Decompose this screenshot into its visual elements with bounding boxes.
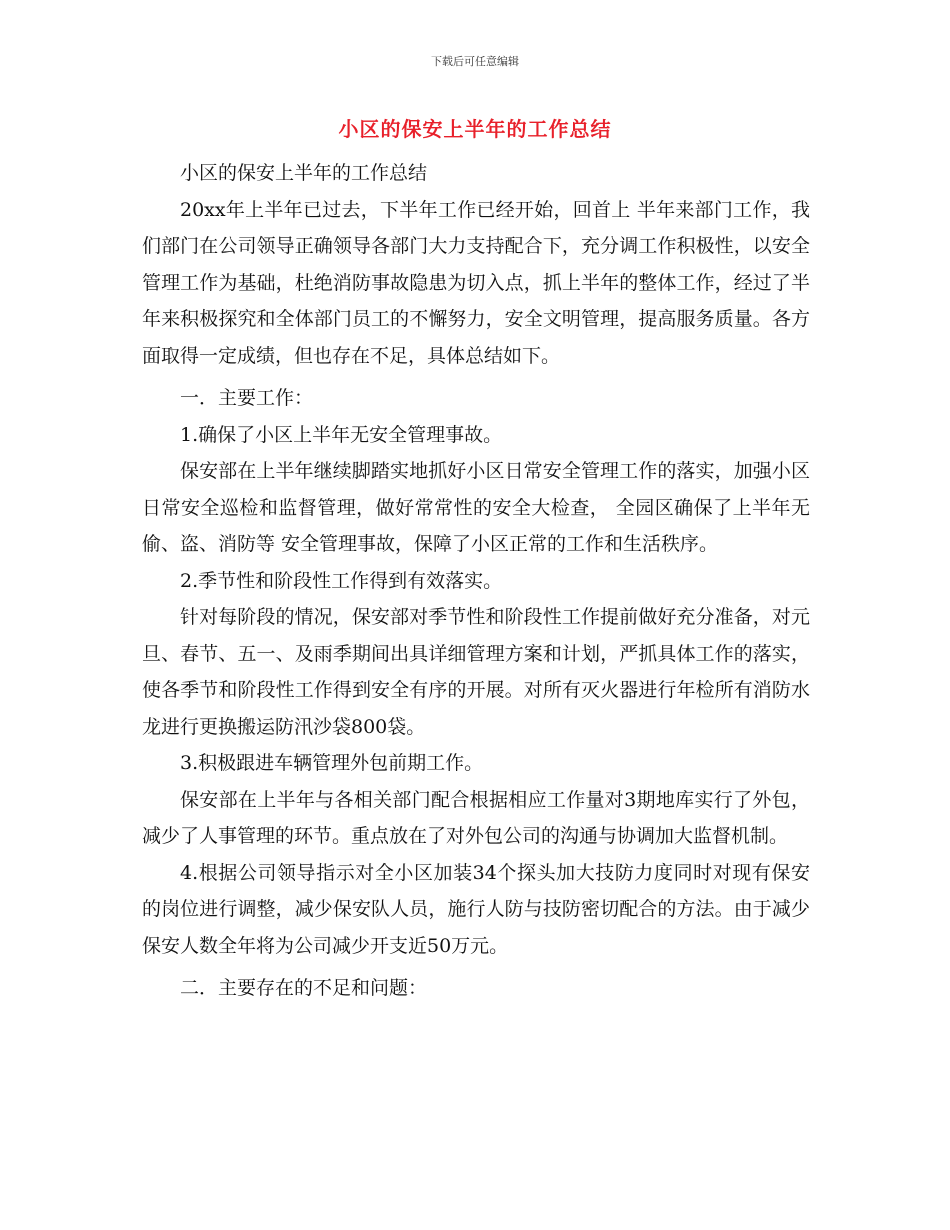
header-note: 下载后可任意编辑 [431,55,519,68]
paragraph-intro: 20xx年上半年已过去，下半年工作已经开始，回首上 半年来部门工作，我们部门在公司领导正确领导各部门大力支持配合下，充分调工作积极性，以安全管理工作为基础，杜绝消防事故隐患为切入点，抓上半年的整体工作，经过了半年来积极探究和全体部门员工的不懈努力，安全文明管理，提高服务质量。各方面取得一定成绩，但也存在不足，具体总结如下。 [142,198,810,367]
paragraph-subtitle: 小区的保安上半年的工作总结 [180,162,428,184]
item-heading-2: 2.季节性和阶段性工作得到有效落实。 [180,569,503,592]
document-title: 小区的保安上半年的工作总结 [338,117,612,141]
section-heading-main-work: 一．主要工作： [180,387,314,409]
paragraph-item-2: 针对每阶段的情况，保安部对季节性和阶段性工作提前做好充分准备，对元旦、春节、五一、及雨季期间出具详细管理方案和计划，严抓具体工作的落实，使各季节和阶段性工作得到安全有序的开展。对所有灭火器进行年检所有消防水龙进行更换搬运防汛沙袋800袋。 [142,606,810,738]
document-body [142,155,810,1007]
section-heading-problems: 二．主要存在的不足和问题： [180,977,428,999]
paragraph-item-1: 保安部在上半年继续脚踏实地抓好小区日常安全管理工作的落实，加强小区日常安全巡检和监督管理，做好常常性的安全大检查， 全园区确保了上半年无偷、盗、消防等 安全管理事故，保障了小区正常的工作和生活秩序。 [142,460,810,555]
paragraph-item-4: 4.根据公司领导指示对全小区加装34个探头加大技防力度同时对现有保安的岗位进行调整，减少保安队人员，施行人防与技防密切配合的方法。由于减少保安人数全年将为公司减少开支近50万元。 [142,861,810,957]
paragraph-item-3: 保安部在上半年与各相关部门配合根据相应工作量对3期地库实行了外包，减少了人事管理的环节。重点放在了对外包公司的沟通与协调加大监督机制。 [142,788,810,847]
item-heading-3: 3.积极跟进车辆管理外包前期工作。 [180,752,484,774]
item-heading-1: 1.确保了小区上半年无安全管理事故。 [180,423,503,446]
